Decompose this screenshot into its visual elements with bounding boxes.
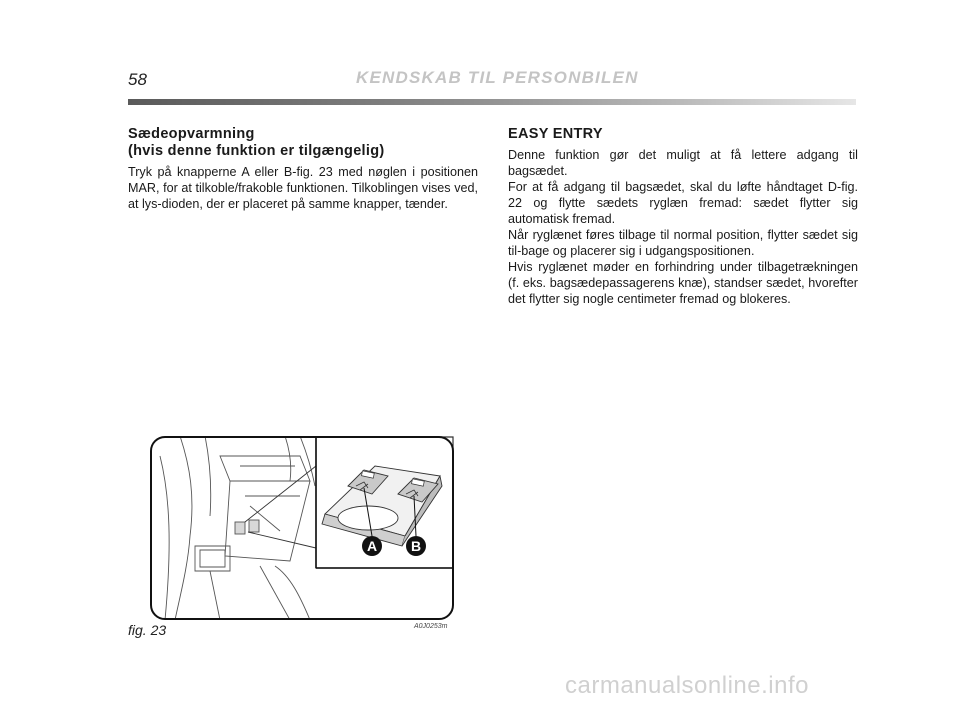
easy-entry-paragraph: Denne funktion gør det muligt at få lettere adgang til bagsædet. <box>508 148 858 178</box>
left-column <box>128 126 478 212</box>
callout-a <box>362 536 382 556</box>
easy-entry-paragraph: Hvis ryglænet møder en forhindring under tilbagetrækningen (f. eks. bagsædepassagerens knæ), standser sædet, hvorefter det flytter sig nogle centimeter fremad og blokeres. <box>508 260 858 306</box>
running-title: KENDSKAB TIL PERSONBILEN <box>356 68 639 87</box>
right-column <box>508 126 858 307</box>
easy-entry-paragraph: For at få adgang til bagsædet, skal du løfte håndtaget D-fig. 22 og flytte sædets ryglæn fremad: sædet flytter sig automatisk fremad. <box>508 180 858 226</box>
figure-23 <box>150 436 454 620</box>
figure-caption: fig. 23 <box>128 622 167 638</box>
page-number: 58 <box>128 70 147 89</box>
callout-b <box>406 536 426 556</box>
header-rule <box>128 99 856 105</box>
seat-heating-heading-line2: (hvis denne funktion er tilgængelig) <box>128 143 385 159</box>
easy-entry-heading: EASY ENTRY <box>508 126 603 142</box>
label-b: B <box>410 538 422 554</box>
seat-heating-body: Tryk på knapperne A eller B-fig. 23 med nøglen i positionen MAR, for at tilkoble/frakoble funktionen. Tilkoblingen vises ved, at lys-dioden, der er placeret på samme knapper, tænder. <box>128 165 478 211</box>
easy-entry-paragraph: Når ryglænet føres tilbage til normal position, flytter sædet sig til-bage og placerer sig i udgangspositionen. <box>508 228 858 258</box>
label-a: A <box>366 538 378 554</box>
seat-heating-heading-line1: Sædeopvarmning <box>128 126 255 142</box>
watermark: carmanualsonline.info <box>565 672 809 699</box>
figure-code: A0J0253m <box>414 623 448 630</box>
console-illustration <box>150 436 454 620</box>
